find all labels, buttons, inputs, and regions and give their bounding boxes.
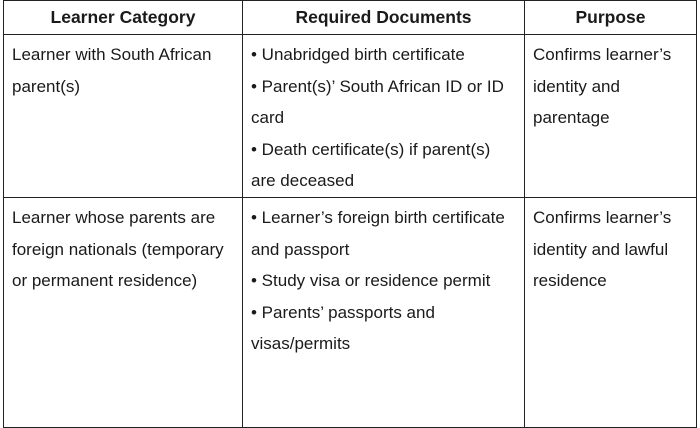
table-row (4, 197, 697, 427)
documents-table (3, 0, 697, 428)
learner-category-cell: Learner whose parents are foreign nationals (temporary or permanent residence) (4, 197, 243, 427)
table-header-row (4, 1, 697, 35)
purpose-cell: Confirms learner’s identity and parentage (525, 35, 697, 198)
header-learner-category: Learner Category (4, 1, 243, 35)
document-list-item: • Parent(s)’ South African ID or ID card (251, 76, 504, 128)
required-documents-cell (243, 197, 525, 427)
document-list-item: • Death certificate(s) if parent(s) are deceased (251, 139, 491, 191)
header-purpose: Purpose (525, 1, 697, 35)
learner-category-cell: Learner with South African parent(s) (4, 35, 243, 198)
document-list-item: • Unabridged birth certificate (251, 45, 465, 64)
header-required-documents: Required Documents (243, 1, 525, 35)
required-documents-cell (243, 35, 525, 198)
document-list-item: • Study visa or residence permit (251, 271, 491, 291)
document-list-item: • Learner’s foreign birth certificate and passport (251, 207, 505, 259)
purpose-cell: Confirms learner’s identity and lawful residence (525, 197, 697, 427)
document-list-item: • Parents’ passports and visas/permits (251, 302, 435, 354)
table-row (4, 35, 697, 198)
